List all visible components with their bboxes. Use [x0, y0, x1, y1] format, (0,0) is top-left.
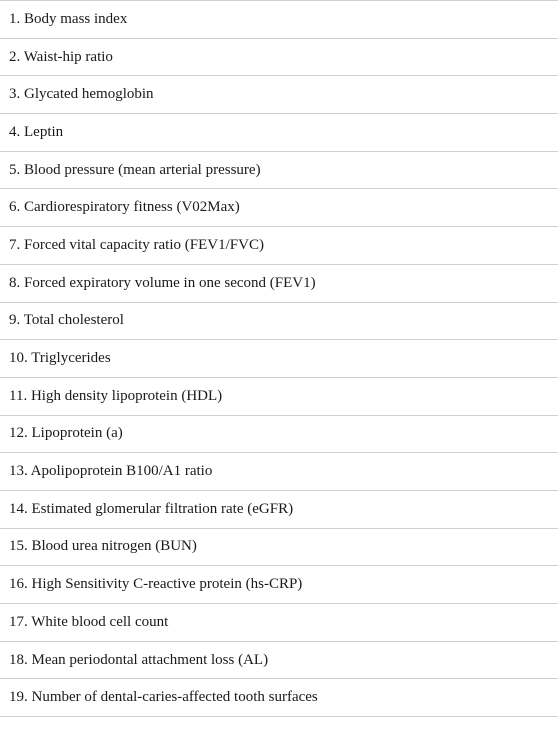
- table-row: [0, 566, 558, 604]
- table-row: [0, 415, 558, 453]
- table-cell: 16. High Sensitivity C-reactive protein (hs-CRP): [0, 566, 558, 604]
- table-row: [0, 340, 558, 378]
- table-row: [0, 604, 558, 642]
- table-row: [0, 302, 558, 340]
- table-row: [0, 679, 558, 717]
- table-cell: 12. Lipoprotein (a): [0, 415, 558, 453]
- table-row: [0, 1, 558, 39]
- table-row: [0, 264, 558, 302]
- table-cell: 10. Triglycerides: [0, 340, 558, 378]
- table-cell: 17. White blood cell count: [0, 604, 558, 642]
- table-row: [0, 490, 558, 528]
- table-row: [0, 528, 558, 566]
- table-row: [0, 189, 558, 227]
- table-cell: 14. Estimated glomerular filtration rate (eGFR): [0, 490, 558, 528]
- table-row: [0, 641, 558, 679]
- table-row: [0, 114, 558, 152]
- table-cell: 4. Leptin: [0, 114, 558, 152]
- table-row: [0, 38, 558, 76]
- table-cell: 13. Apolipoprotein B100/A1 ratio: [0, 453, 558, 491]
- table-cell: 1. Body mass index: [0, 1, 558, 39]
- table-cell: 3. Glycated hemoglobin: [0, 76, 558, 114]
- table-row: [0, 227, 558, 265]
- table-cell: 18. Mean periodontal attachment loss (AL): [0, 641, 558, 679]
- table-cell: 15. Blood urea nitrogen (BUN): [0, 528, 558, 566]
- table-row: [0, 377, 558, 415]
- table-cell: 6. Cardiorespiratory fitness (V02Max): [0, 189, 558, 227]
- table-cell: 2. Waist-hip ratio: [0, 38, 558, 76]
- table-cell: 11. High density lipoprotein (HDL): [0, 377, 558, 415]
- table-cell: 19. Number of dental-caries-affected tooth surfaces: [0, 679, 558, 717]
- table-row: [0, 151, 558, 189]
- table-row: [0, 76, 558, 114]
- table-cell: 5. Blood pressure (mean arterial pressure): [0, 151, 558, 189]
- table-row: [0, 453, 558, 491]
- table-cell: 8. Forced expiratory volume in one second (FEV1): [0, 264, 558, 302]
- table-cell: 9. Total cholesterol: [0, 302, 558, 340]
- table-cell: 7. Forced vital capacity ratio (FEV1/FVC): [0, 227, 558, 265]
